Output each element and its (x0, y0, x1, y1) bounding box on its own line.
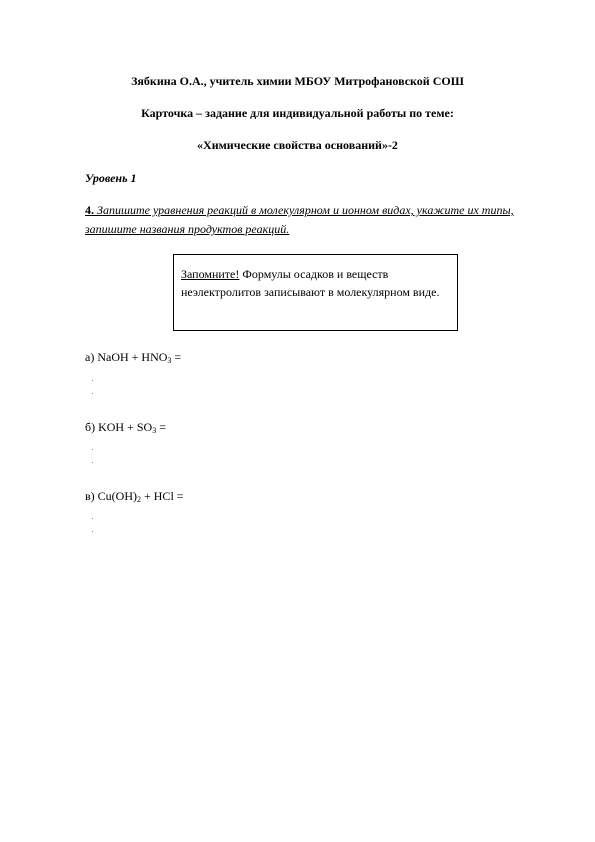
equation-a (85, 350, 181, 368)
blank-line-marker (92, 518, 93, 519)
equation-b (85, 420, 166, 438)
equation-c-subscript: 2 (137, 495, 141, 504)
author-line: Зябкина О.А., учитель химии МБОУ Митрофановской СОШ (131, 74, 464, 88)
reminder-label: Запомните! (181, 267, 240, 281)
reminder-box (173, 254, 458, 331)
blank-line-marker (92, 380, 93, 381)
task-text: Запишите уравнения реакций в молекулярном и ионном видах, укажите их типы, запишите названия продуктов реакций. (85, 203, 514, 236)
topic-line: «Химические свойства оснований»-2 (197, 138, 398, 152)
equation-c-suffix: + HCl = (141, 489, 184, 503)
reminder-text: Формулы осадков и веществ неэлектролитов записывают в молекулярном виде. (181, 267, 440, 299)
equation-a-suffix: = (171, 350, 182, 364)
equation-c (85, 489, 184, 507)
blank-line-marker (92, 462, 93, 463)
blank-line-marker (92, 531, 93, 532)
task-number: 4. (85, 203, 94, 217)
blank-line-marker (92, 449, 93, 450)
equation-a-subscript: 3 (167, 356, 172, 365)
equation-b-subscript: 3 (152, 426, 157, 435)
equation-b-suffix: = (156, 420, 166, 434)
blank-line-marker (92, 393, 93, 394)
equation-a-prefix: а) NaOH + HNO (85, 350, 168, 364)
card-title-line: Карточка – задание для индивидуальной работы по теме: (141, 106, 454, 120)
task-instruction (85, 201, 555, 239)
equation-c-prefix: в) Cu(OH) (85, 489, 137, 503)
level-heading: Уровень 1 (85, 171, 137, 185)
equation-b-prefix: б) KOH + SO (85, 420, 153, 434)
